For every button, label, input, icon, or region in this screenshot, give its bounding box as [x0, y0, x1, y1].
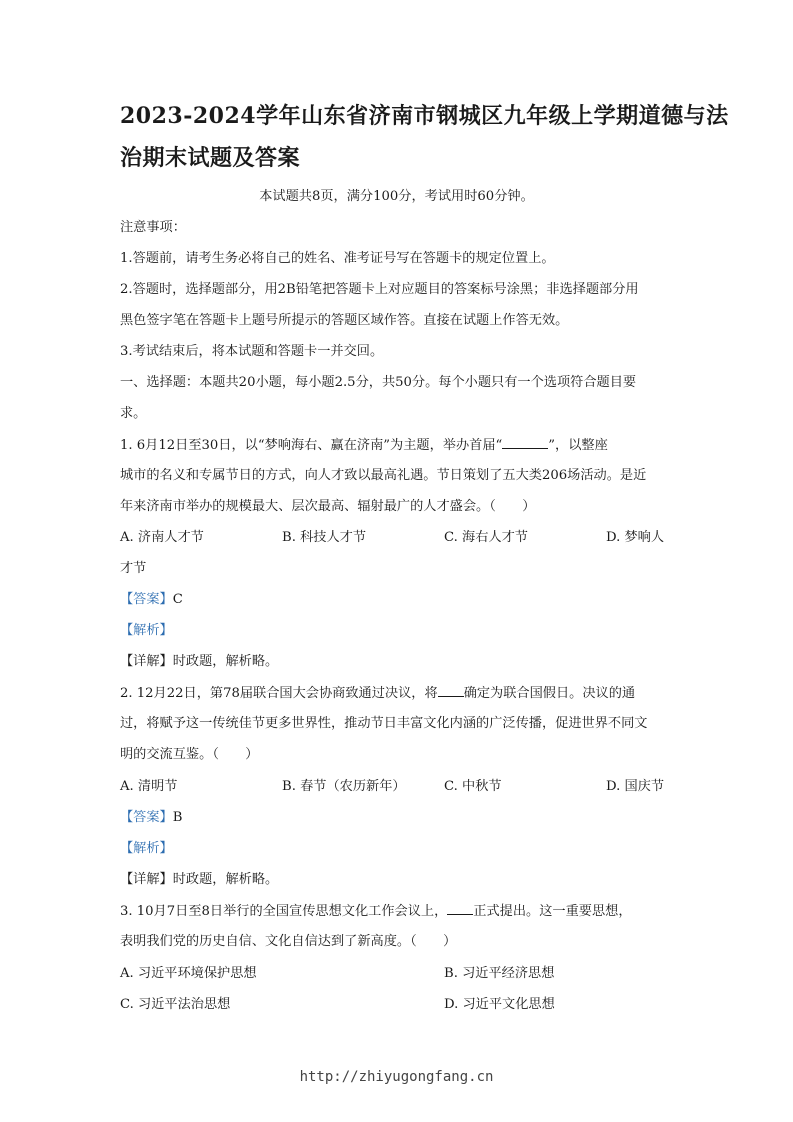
doc-title-line-1: 2023-2024学年山东省济南市钢城区九年级上学期道德与法 [120, 103, 729, 129]
question-1-text-cont: ”，以整座 [548, 438, 608, 453]
q1-detail: 【详解】时政题，解析略。 [120, 654, 279, 669]
section-heading-cont: 求。 [120, 406, 147, 421]
q2-answer [120, 808, 182, 828]
q3-option-a: A. 习近平环境保护思想 [120, 966, 257, 981]
answer-blank [438, 683, 464, 697]
q3-option-d: D. 习近平文化思想 [444, 997, 555, 1012]
notice-item-3: 3.考试结束后，将本试题和答题卡一并交回。 [120, 344, 384, 359]
footer-url[interactable]: http://zhiyugongfang.cn [299, 1069, 494, 1085]
q2-option-d: D. 国庆节 [606, 779, 665, 794]
q2-option-c: C. 中秋节 [444, 779, 502, 794]
question-2-line-2: 过，将赋予这一传统佳节更多世界性，推动节日丰富文化内涵的广泛传播，促进世界不同文 [120, 716, 648, 731]
answer-value: B [172, 810, 183, 825]
q2-option-a: A. 清明节 [120, 779, 178, 794]
question-3-text-cont: 正式提出。这一重要思想， [473, 904, 632, 919]
section-heading: 一、选择题：本题共20小题，每小题2.5分，共50分。每个小题只有一个选项符合题目要 [120, 375, 637, 390]
question-1-line-3: 年来济南市举办的规模最大、层次最高、辐射最广的人才盛会。（ ） [120, 499, 536, 514]
question-3-text: 3. 10月7日至8日举行的全国宣传思想文化工作会议上， [120, 904, 448, 919]
q2-detail: 【详解】时政题，解析略。 [120, 872, 279, 887]
q2-option-b: B. 春节（农历新年） [282, 779, 406, 794]
q2-analysis-label: 【解析】 [120, 841, 173, 856]
notice-item-2: 2.答题时，选择题部分，用2B铅笔把答题卡上对应题目的答案标号涂黑；非选择题部分用 [120, 282, 639, 297]
q1-option-d: D. 梦响人 [606, 530, 665, 545]
q1-answer [120, 590, 183, 610]
q3-option-c: C. 习近平法治思想 [120, 997, 231, 1012]
question-2-line-1 [120, 683, 635, 704]
q1-option-c: C. 海右人才节 [444, 530, 528, 545]
notice-item-1: 1.答题前，请考生务必将自己的姓名、准考证号写在答题卡的规定位置上。 [120, 251, 555, 266]
q1-option-b: B. 科技人才节 [282, 530, 367, 545]
question-3-line-2: 表明我们党的历史自信、文化自信达到了新高度。（ ） [120, 934, 457, 949]
question-1-text: 1. 6月12日至30日，以“梦响海右、赢在济南”为主题，举办首届“ [120, 438, 503, 453]
notice-heading: 注意事项： [120, 220, 186, 235]
answer-label: 【答案】 [120, 592, 173, 607]
question-2-text-cont: 确定为联合国假日。决议的通 [463, 686, 636, 701]
question-2-line-3: 明的交流互鉴。（ ） [120, 747, 259, 762]
question-1-line-2: 城市的名义和专属节日的方式，向人才致以最高礼遇。节日策划了五大类206场活动。是近 [120, 468, 647, 483]
q1-analysis-label: 【解析】 [120, 623, 173, 638]
answer-blank [447, 901, 473, 915]
answer-blank [502, 435, 548, 449]
q1-option-d-cont: 才节 [120, 561, 147, 576]
answer-label: 【答案】 [120, 810, 173, 825]
question-1-line-1 [120, 435, 608, 456]
exam-subtitle: 本试题共8页，满分100分，考试用时60分钟。 [259, 189, 534, 204]
q3-option-b: B. 习近平经济思想 [444, 966, 555, 981]
notice-item-2-cont: 黑色签字笔在答题卡上题号所提示的答题区域作答。直接在试题上作答无效。 [120, 313, 569, 328]
doc-title-line-2: 治期末试题及答案 [120, 145, 301, 171]
question-2-text: 2. 12月22日，第78届联合国大会协商致通过决议，将 [120, 686, 438, 701]
answer-value: C [172, 592, 183, 607]
q1-option-a: A. 济南人才节 [120, 530, 204, 545]
question-3-line-1 [120, 901, 632, 922]
